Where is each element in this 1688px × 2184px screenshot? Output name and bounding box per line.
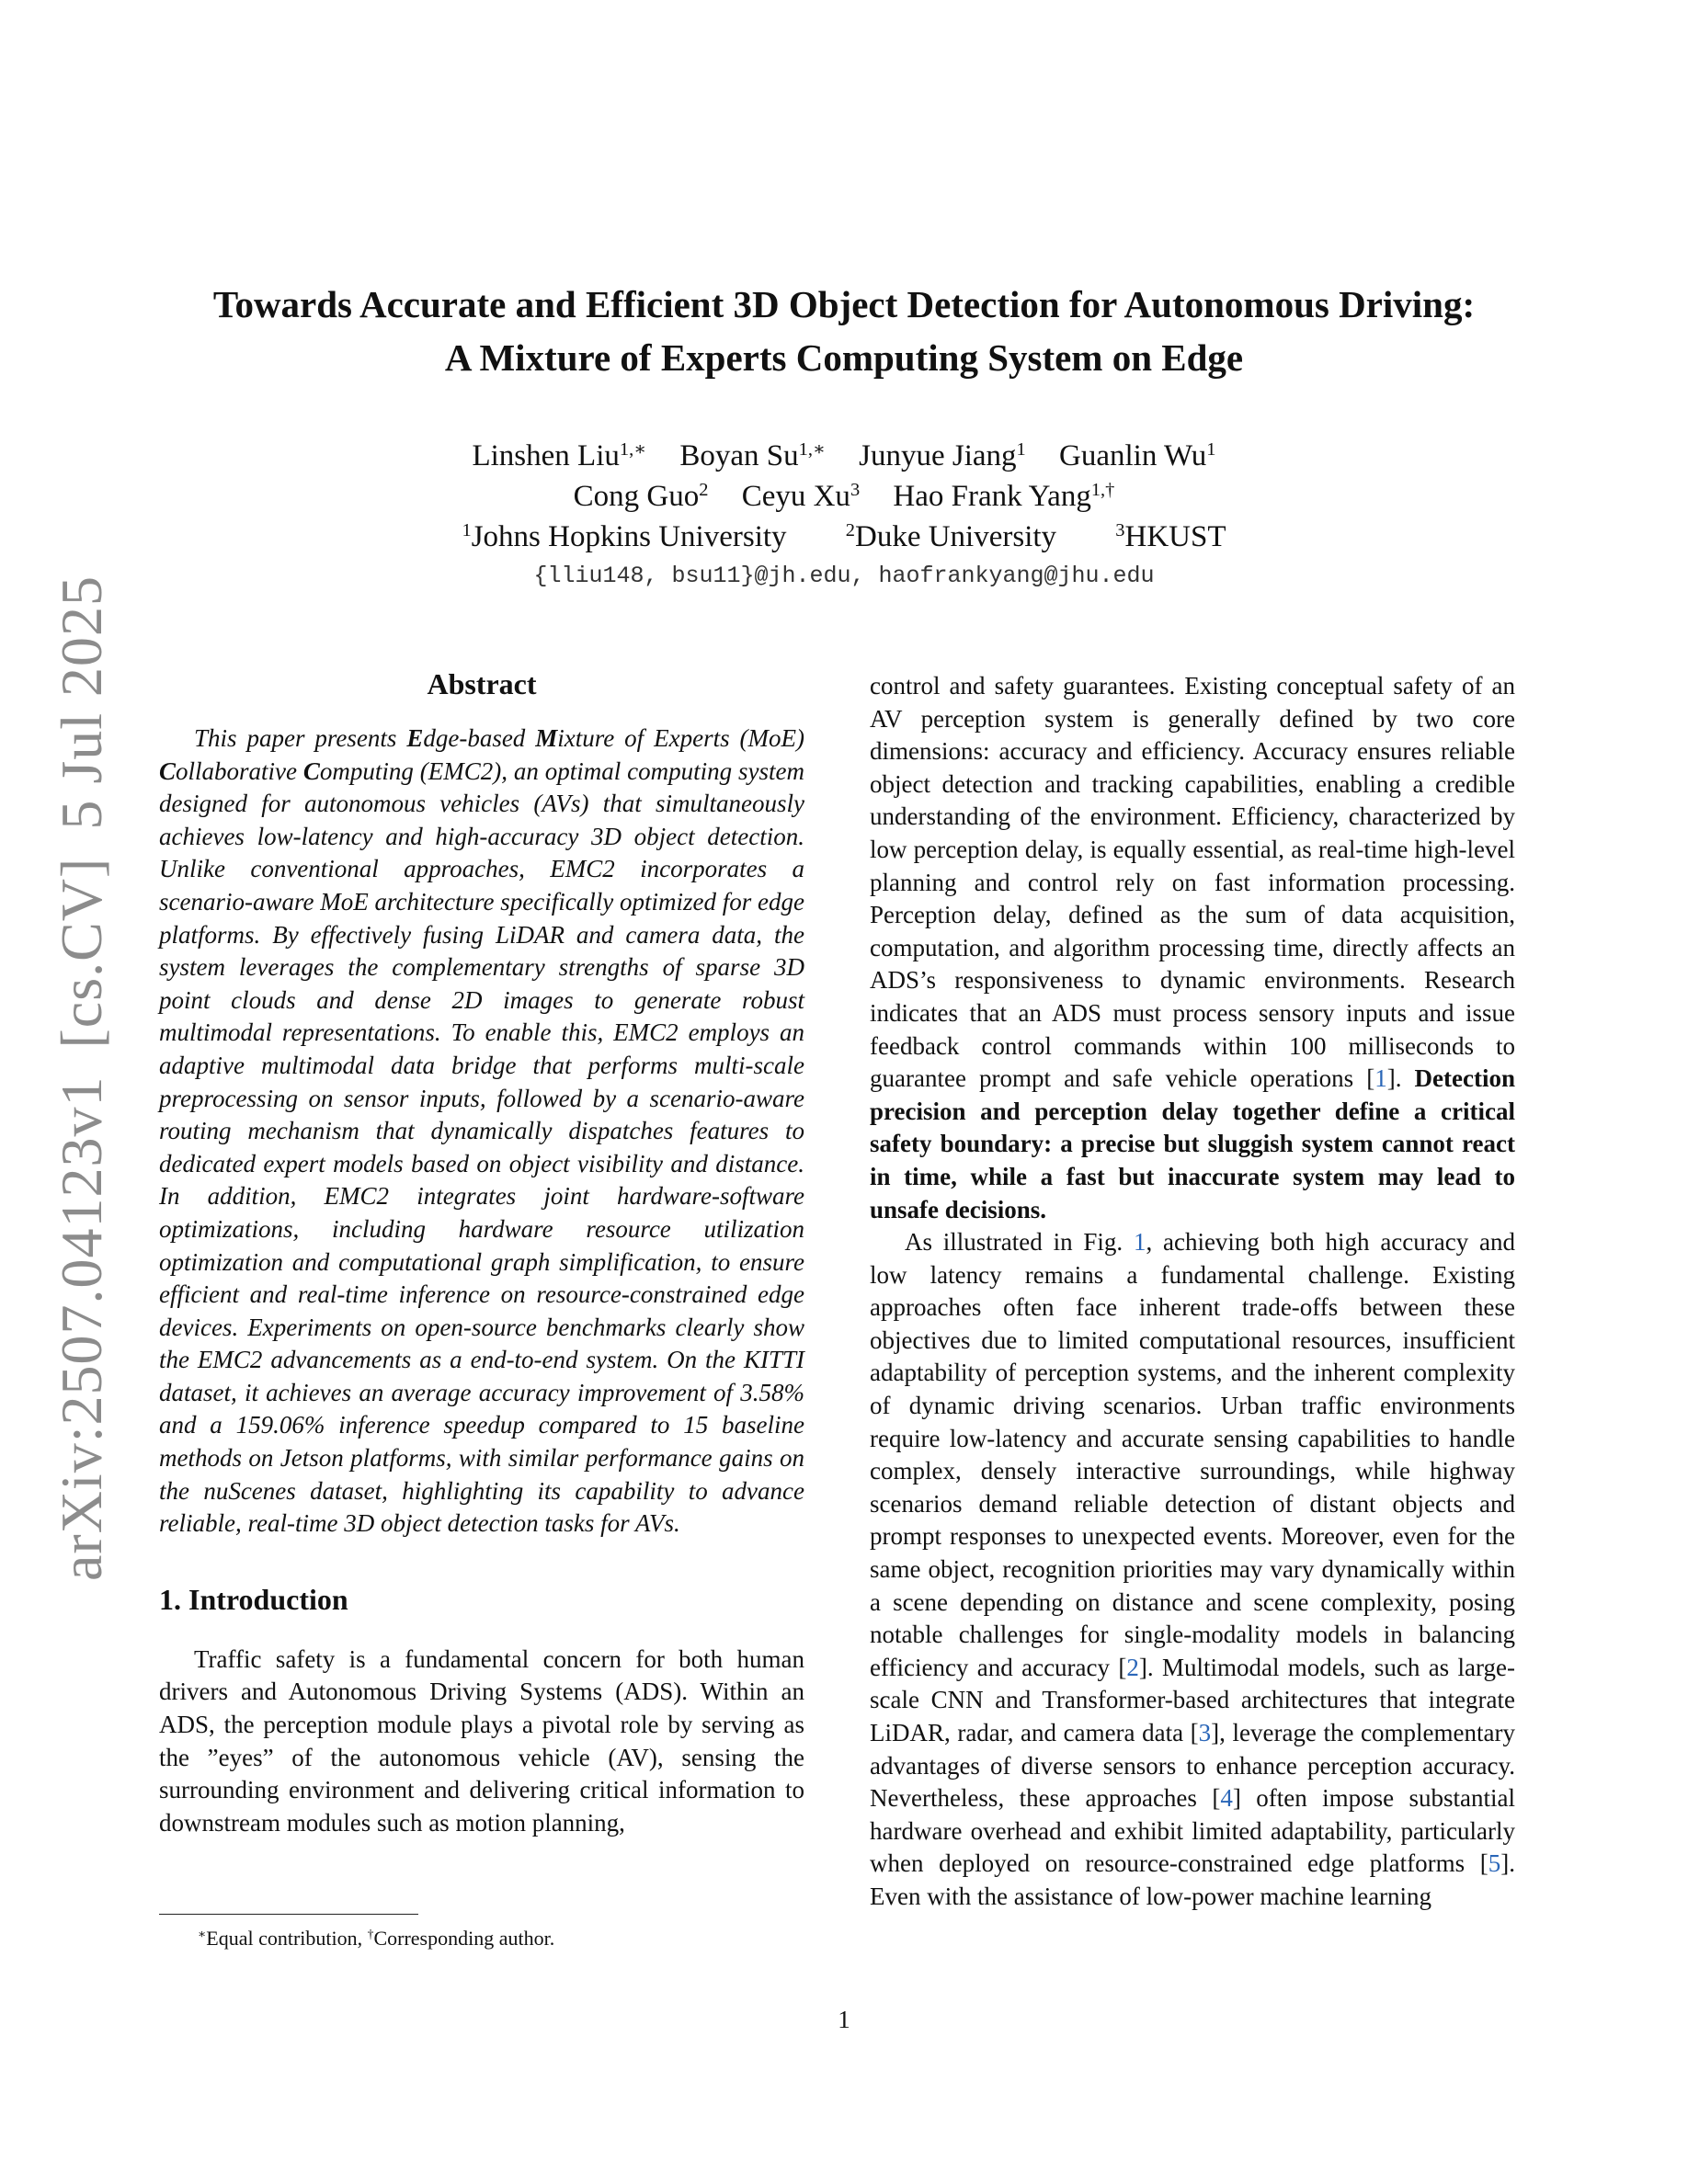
- abstract-text: ixture of Experts (MoE): [557, 724, 804, 752]
- author-name: Linshen Liu: [472, 439, 620, 472]
- body-text: ].: [1386, 1064, 1415, 1093]
- intro-paragraph-continued: [870, 670, 1515, 1226]
- footnote: [198, 1925, 554, 1952]
- citation-link[interactable]: 2: [1126, 1653, 1139, 1681]
- abstract-text: ollaborative: [176, 756, 303, 785]
- arxiv-category: [cs.CV]: [49, 857, 114, 1049]
- affiliation-mark: 1: [462, 519, 472, 540]
- author-mark: 2: [699, 479, 709, 500]
- body-text: ]. Even with the assistance of low-power machine learning: [870, 1849, 1515, 1910]
- author-mark: 1: [1016, 438, 1026, 460]
- affiliation-name: Duke University: [855, 520, 1057, 553]
- author-name: Junyue Jiang: [859, 439, 1017, 472]
- footnote-rule: [159, 1914, 418, 1915]
- acronym-letter: C: [302, 756, 320, 785]
- arxiv-watermark: [48, 575, 116, 1581]
- figure-link[interactable]: 1: [1133, 1228, 1146, 1257]
- abstract-body: [159, 722, 804, 1541]
- author-name: Cong Guo: [573, 480, 700, 513]
- right-column: [870, 670, 1515, 1914]
- title-line-2: A Mixture of Experts Computing System on Edge: [444, 336, 1244, 379]
- author-mark: 1: [1206, 438, 1216, 460]
- intro-paragraph: Traffic safety is a fundamental concern for both human drivers and Autonomous Driving Systems (ADS). Within an ADS, the perception module plays a pivotal role by serving as the ”eyes” of the autonomous vehicle (AV), sensing the surrounding environment and delivering critical information to downstream modules such as motion planning,: [159, 1644, 804, 1837]
- footnote-text: Corresponding author.: [373, 1927, 555, 1950]
- body-text: , achieving both high accuracy and low latency remains a fundamental challenge. Existing approaches often face inherent trade-offs between these objectives due to limited computational resources, insufficient adaptability of perception systems, and the inherent complexity of dynamic driving scenarios. Urban traffic environments require low-latency and accurate sensing capabilities to handle complex, densely interactive surroundings, while highway scenarios demand reliable detection of distant objects and prompt responses to unexpected events. Moreover, even for the same object, recognition priorities may vary dynamically within a scene depending on distance and scene complexity, posing notable challenges for single-modality models in balancing efficiency and accuracy [: [870, 1228, 1516, 1681]
- affiliation-mark: 3: [1115, 519, 1125, 540]
- citation-link[interactable]: 4: [1220, 1784, 1233, 1813]
- author-name: Hao Frank Yang: [893, 480, 1091, 513]
- title-line-1: Towards Accurate and Efficient 3D Object Detection for Autonomous Driving:: [212, 283, 1476, 325]
- affiliation-name: HKUST: [1124, 520, 1226, 553]
- author-emails: {lliu148, bsu11}@jh.edu, haofrankyang@jhu.edu: [533, 563, 1155, 589]
- author-name: Guanlin Wu: [1059, 439, 1207, 472]
- paper-title: [138, 278, 1550, 384]
- bold-statement: Detection precision and perception delay together define a critical safety boundary: a precise but sluggish system cannot react in time, while a fast but inaccurate system may lead to unsafe decisions.: [870, 1064, 1515, 1223]
- intro-paragraph: [870, 1226, 1515, 1913]
- abstract-text: dge-based: [423, 724, 536, 752]
- body-text: ] often impose substantial hardware overhead and exhibit limited adaptability, particularly when deployed on resource-constrained edge platforms [: [870, 1784, 1515, 1878]
- author-row-2: [138, 476, 1550, 517]
- abstract-heading: Abstract: [427, 667, 537, 700]
- body-text: As illustrated in Fig.: [905, 1228, 1134, 1257]
- left-column: [159, 664, 804, 1839]
- arxiv-id: arXiv:2507.04123v1: [49, 1075, 114, 1581]
- footnote-text: Equal contribution,: [206, 1927, 368, 1950]
- author-mark: 1,†: [1090, 479, 1115, 500]
- citation-link[interactable]: 3: [1198, 1719, 1212, 1746]
- body-text: control and safety guarantees. Existing conceptual safety of an AV perception system is generally defined by two core dimensions: accuracy and efficiency. Accuracy ensures reliable object detection and tracking capabilities, enabling a credible understanding of the environment. Efficiency, characterized by low perception delay, is equally essential, as real-time high-level planning and control rely on fast information processing. Perception delay, defined as the sum of data acquisition, computation, and algorithm processing time, directly affects an ADS’s responsiveness to dynamic environments. Research indicates that an ADS must process sensory inputs and issue feedback control commands within 100 milliseconds to guarantee prompt and safe vehicle operations [: [870, 672, 1515, 1093]
- author-mark: 1,∗: [798, 438, 826, 460]
- author-name: Ceyu Xu: [741, 480, 850, 513]
- footnote-mark: ∗: [198, 1927, 207, 1941]
- acronym-letter: E: [406, 724, 424, 752]
- section-heading-introduction: 1. Introduction: [159, 1582, 348, 1616]
- acronym-letter: M: [535, 724, 558, 752]
- page-number: 1: [838, 2006, 850, 2033]
- author-block: [138, 436, 1550, 557]
- body-text: ]. Multimodal models, such as large-scale CNN and Transformer-based architectures that integrate LiDAR, radar, and camera data [: [870, 1653, 1515, 1746]
- author-row-1: [138, 436, 1550, 476]
- body-text: ], leverage the complementary advantages of diverse sensors to enhance perception accuracy. Nevertheless, these approaches [: [870, 1719, 1515, 1813]
- arxiv-date: 5 Jul 2025: [49, 574, 114, 830]
- abstract-text: omputing (EMC2), an optimal computing system designed for autonomous vehicles (AVs) that simultaneously achieves low-latency and high-accuracy 3D object detection. Unlike conventional approaches, EMC2 incorporates a scenario-aware MoE architecture specifically optimized for edge platforms. By effectively fusing LiDAR and camera data, the system leverages the complementary strengths of sparse 3D point clouds and dense 2D images to generate robust multimodal representations. To enable this, EMC2 employs an adaptive multimodal data bridge that performs multi-scale preprocessing on sensor inputs, followed by a scenario-aware routing mechanism that dynamically dispatches features to dedicated expert models based on object visibility and distance. In addition, EMC2 integrates joint hardware-software optimizations, including hardware resource utilization optimization and computational graph simplification, to ensure efficient and real-time inference on resource-constrained edge devices. Experiments on open-source benchmarks clearly show the EMC2 advancements as a end-to-end system. On the KITTI dataset, it achieves an average accuracy improvement of 3.58% and a 159.06% inference speedup compared to 15 baseline methods on Jetson platforms, with similar performance gains on the nuScenes dataset, highlighting its capability to advance reliable, real-time 3D object detection tasks for AVs.: [159, 756, 805, 1538]
- abstract-text: This paper presents: [194, 724, 407, 752]
- author-mark: 1,∗: [619, 438, 647, 460]
- acronym-letter: C: [159, 756, 177, 785]
- footnote-mark: †: [367, 1927, 374, 1941]
- affiliation-name: Johns Hopkins University: [471, 520, 787, 553]
- citation-link[interactable]: 5: [1488, 1849, 1501, 1878]
- author-mark: 3: [850, 479, 861, 500]
- author-name: Boyan Su: [679, 439, 799, 472]
- affiliation-mark: 2: [845, 519, 855, 540]
- affiliation-row: [138, 517, 1550, 557]
- citation-link[interactable]: 1: [1374, 1064, 1387, 1093]
